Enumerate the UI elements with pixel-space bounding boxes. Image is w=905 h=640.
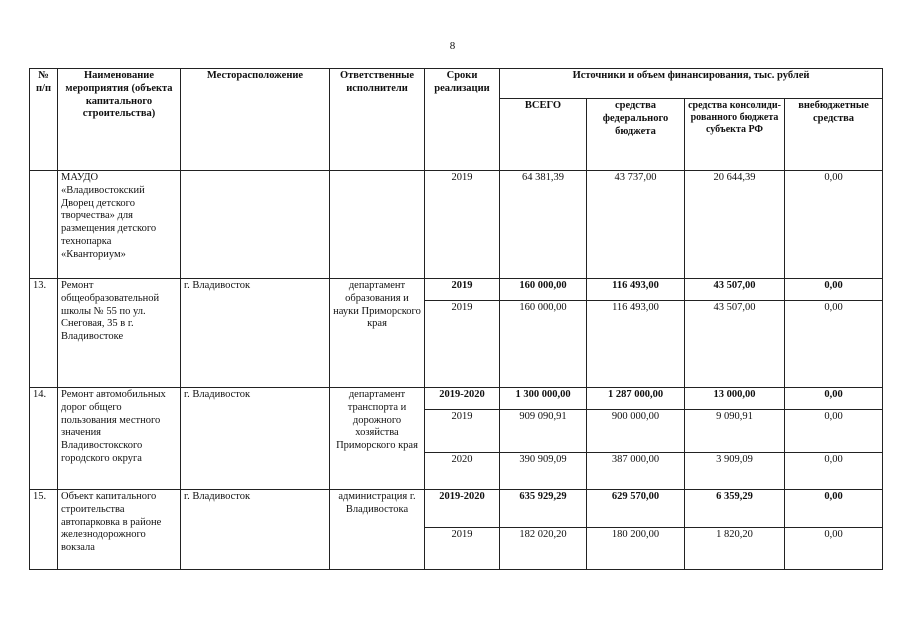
- row-num: 15.: [30, 490, 58, 570]
- row-num: 14.: [30, 388, 58, 490]
- header-extra: внебюджетные средства: [785, 99, 883, 171]
- row-location: г. Владивосток: [181, 279, 330, 388]
- row-federal: 629 570,00: [587, 490, 685, 528]
- row-num: 13.: [30, 279, 58, 388]
- header-responsible: Ответственные исполнители: [330, 69, 425, 171]
- row-consolidated: 3 909,09: [685, 453, 785, 490]
- row-federal: 116 493,00: [587, 279, 685, 301]
- header-location: Месторасположение: [181, 69, 330, 171]
- row-num: [30, 171, 58, 279]
- row-name: Ремонт автомобильных дорог общего пользования местного значения Владивостокского городского округа: [58, 388, 181, 490]
- row-total: 635 929,29: [500, 490, 587, 528]
- row-period: 2019: [425, 410, 500, 453]
- table-row: [30, 490, 883, 528]
- row-responsible: департамент транспорта и дорожного хозяйства Приморского края: [330, 388, 425, 490]
- row-consolidated: 20 644,39: [685, 171, 785, 279]
- row-responsible: департамент образования и науки Приморского края: [330, 279, 425, 388]
- row-federal: 180 200,00: [587, 528, 685, 570]
- header-name: Наименование мероприятия (объекта капитального строительства): [58, 69, 181, 171]
- row-period: 2019: [425, 528, 500, 570]
- row-consolidated: 6 359,29: [685, 490, 785, 528]
- row-total: 1 300 000,00: [500, 388, 587, 410]
- row-extra: 0,00: [785, 528, 883, 570]
- row-extra: 0,00: [785, 301, 883, 388]
- row-consolidated: 9 090,91: [685, 410, 785, 453]
- row-total: 909 090,91: [500, 410, 587, 453]
- row-extra: 0,00: [785, 388, 883, 410]
- row-consolidated: 13 000,00: [685, 388, 785, 410]
- row-consolidated: 43 507,00: [685, 301, 785, 388]
- page-number: 8: [449, 40, 456, 52]
- row-location: г. Владивосток: [181, 490, 330, 570]
- row-period: 2019: [425, 171, 500, 279]
- row-total: 390 909,09: [500, 453, 587, 490]
- table-row: [30, 279, 883, 301]
- financing-table: [29, 68, 883, 570]
- row-federal: 1 287 000,00: [587, 388, 685, 410]
- row-extra: 0,00: [785, 490, 883, 528]
- row-extra: 0,00: [785, 279, 883, 301]
- row-name: Объект капитального строительства автопарковка в районе железнодорожного вокзала: [58, 490, 181, 570]
- row-name: МАУДО «Владивостокский Дворец детского творчества» для размещения детского технопарка «Кванториум»: [58, 171, 181, 279]
- row-total: 160 000,00: [500, 301, 587, 388]
- header-period: Сроки реализации: [425, 69, 500, 171]
- header-sources: Источники и объем финансирования, тыс. рублей: [500, 69, 883, 99]
- row-federal: 387 000,00: [587, 453, 685, 490]
- row-period: 2019: [425, 279, 500, 301]
- row-period: 2019: [425, 301, 500, 388]
- row-period: 2019-2020: [425, 490, 500, 528]
- row-extra: 0,00: [785, 410, 883, 453]
- row-consolidated: 1 820,20: [685, 528, 785, 570]
- row-responsible: [330, 171, 425, 279]
- header-total: ВСЕГО: [500, 99, 587, 171]
- header-consolidated: средства консолиди-рованного бюджета субъекта РФ: [685, 99, 785, 171]
- row-period: 2020: [425, 453, 500, 490]
- row-federal: 900 000,00: [587, 410, 685, 453]
- row-consolidated: 43 507,00: [685, 279, 785, 301]
- row-federal: 116 493,00: [587, 301, 685, 388]
- row-name: Ремонт общеобразовательной школы № 55 по ул. Снеговая, 35 в г. Владивостоке: [58, 279, 181, 388]
- row-responsible: администрация г. Владивостока: [330, 490, 425, 570]
- row-federal: 43 737,00: [587, 171, 685, 279]
- row-extra: 0,00: [785, 453, 883, 490]
- row-total: 160 000,00: [500, 279, 587, 301]
- table-row: [30, 388, 883, 410]
- row-total: 182 020,20: [500, 528, 587, 570]
- header-num: № п/п: [30, 69, 58, 171]
- table-row: [30, 171, 883, 279]
- row-period: 2019-2020: [425, 388, 500, 410]
- header-federal: средства федерального бюджета: [587, 99, 685, 171]
- row-total: 64 381,39: [500, 171, 587, 279]
- row-location: г. Владивосток: [181, 388, 330, 490]
- row-extra: 0,00: [785, 171, 883, 279]
- row-location: [181, 171, 330, 279]
